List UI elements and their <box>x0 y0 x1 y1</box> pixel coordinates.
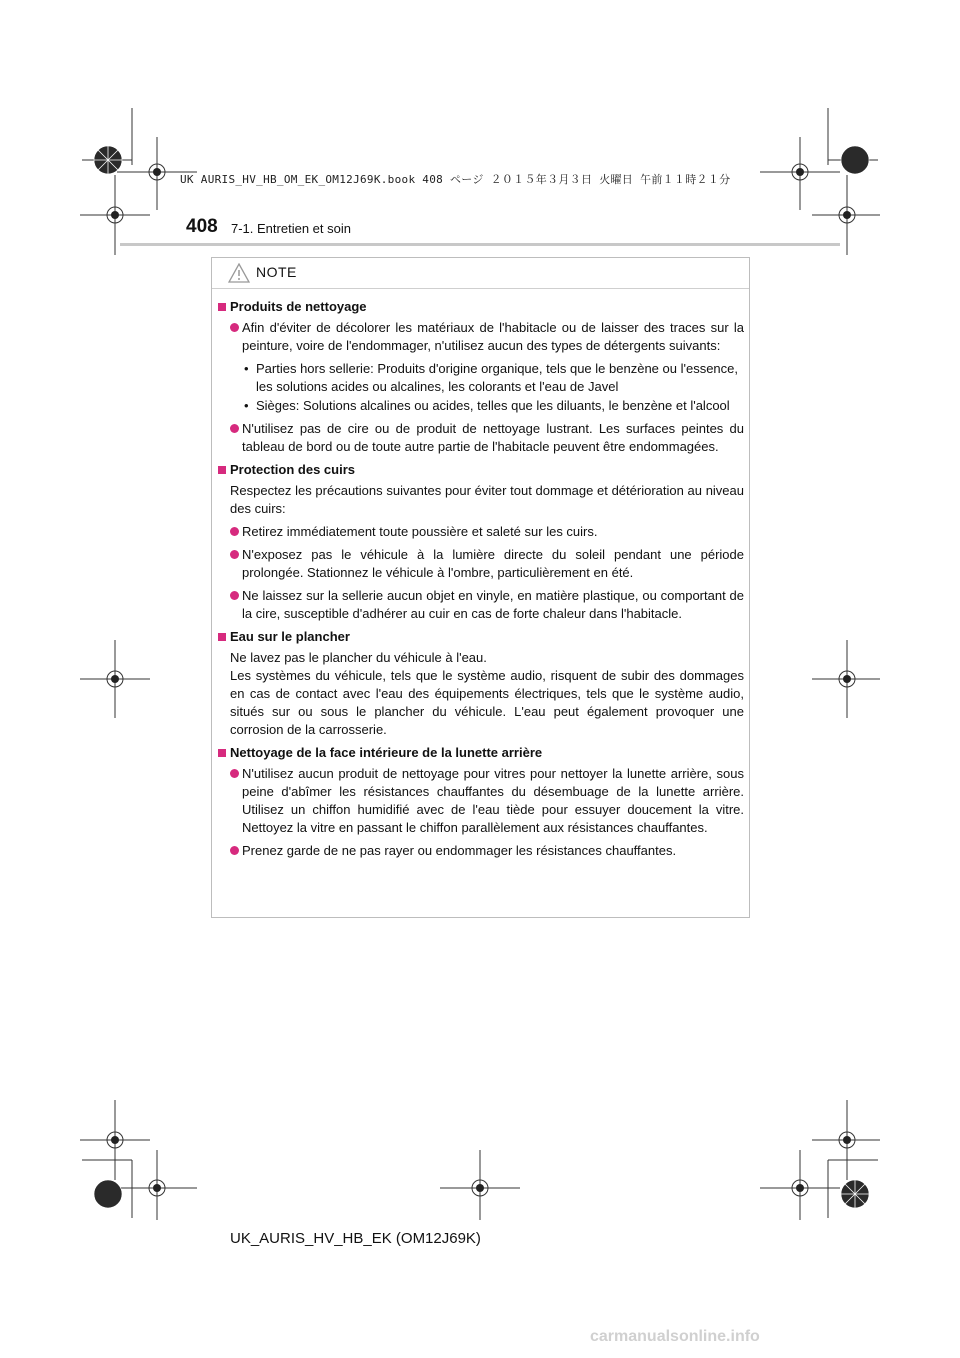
round-bullet-icon <box>230 527 239 536</box>
footer-code: UK_AURIS_HV_HB_EK (OM12J69K) <box>230 1230 481 1247</box>
section-heading: Nettoyage de la face intérieure de la lunette arrière <box>216 744 744 762</box>
square-bullet-icon <box>218 303 226 311</box>
warning-triangle-icon <box>228 263 250 283</box>
header-rule <box>120 243 840 246</box>
round-bullet-icon <box>230 846 239 855</box>
bullet-item: Prenez garde de ne pas rayer ou endommager les résistances chauffantes. <box>216 842 744 860</box>
bullet-item: N'utilisez pas de cire ou de produit de nettoyage lustrant. Les surfaces peintes du tableau de bord ou de toute autre partie de l'habitacle peuvent être endommagées. <box>216 420 744 456</box>
square-bullet-icon <box>218 466 226 474</box>
paragraph: Les systèmes du véhicule, tels que le système audio, risquent de subir des dommages en cas de contact avec l'eau des équipements électriques, tels que le système audio, situés sur ou sous le plancher du véhicule. L'eau peut également provoquer une corrosion de la carrosserie. <box>230 668 744 737</box>
paragraph: Ne lavez pas le plancher du véhicule à l'eau. <box>230 650 487 665</box>
note-box <box>211 257 750 918</box>
bullet-item: N'utilisez aucun produit de nettoyage pour vitres pour nettoyer la lunette arrière, sous peine d'abîmer les résistances chauffantes du désembuage de la lunette arrière. Utilisez un chiffon humidifié avec de l'eau tiède pour essuyer doucement la vitre. Nettoyez la vitre en passant le chiffon parallèlement aux résistances chauffantes. <box>216 765 744 837</box>
round-bullet-icon <box>230 769 239 778</box>
section-heading: Eau sur le plancher <box>216 628 744 646</box>
bullet-item: Ne laissez sur la sellerie aucun objet en vinyle, en matière plastique, ou comportant de la cire, susceptible d'adhérer au cuir en cas de forte chaleur dans l'habitacle. <box>216 587 744 623</box>
print-header: UK AURIS_HV_HB_OM_EK_OM12J69K.book 408 ページ ２０１５年３月３日 火曜日 午前１１時２１分 <box>180 173 731 186</box>
round-bullet-icon <box>230 424 239 433</box>
page-number: 408 <box>186 216 218 237</box>
note-body <box>216 298 744 865</box>
sub-bullet-marker: • <box>244 398 249 413</box>
bullet-item: Retirez immédiatement toute poussière et saleté sur les cuirs. <box>216 523 744 541</box>
round-bullet-icon <box>230 591 239 600</box>
square-bullet-icon <box>218 633 226 641</box>
bullet-item: Afin d'éviter de décolorer les matériaux de l'habitacle ou de laisser des traces sur la peinture, voire de l'endommager, n'utilisez aucun des types de détergents suivants: <box>216 319 744 355</box>
sub-bullet-marker: • <box>244 361 249 376</box>
section-title: 7-1. Entretien et soin <box>231 221 351 236</box>
bullet-item: N'exposez pas le véhicule à la lumière directe du soleil pendant une période prolongée. Stationnez le véhicule à l'ombre, particulièrement en été. <box>216 546 744 582</box>
square-bullet-icon <box>218 749 226 757</box>
round-bullet-icon <box>230 323 239 332</box>
sub-bullet-item: • Sièges: Solutions alcalines ou acides, telles que les diluants, le benzène et l'alcool <box>244 398 730 413</box>
note-title: NOTE <box>256 264 297 280</box>
section-heading: Produits de nettoyage <box>216 298 744 316</box>
sub-bullet-item: • Parties hors sellerie: Produits d'origine organique, tels que le benzène ou l'essence, les solutions acides ou alcalines, les colorants et l'eau de Javel <box>244 361 738 394</box>
note-header <box>212 258 749 289</box>
paragraph: Respectez les précautions suivantes pour éviter tout dommage et détérioration au niveau des cuirs: <box>230 483 744 516</box>
section-heading: Protection des cuirs <box>216 461 744 479</box>
watermark: carmanualsonline.info <box>590 1328 760 1345</box>
round-bullet-icon <box>230 550 239 559</box>
